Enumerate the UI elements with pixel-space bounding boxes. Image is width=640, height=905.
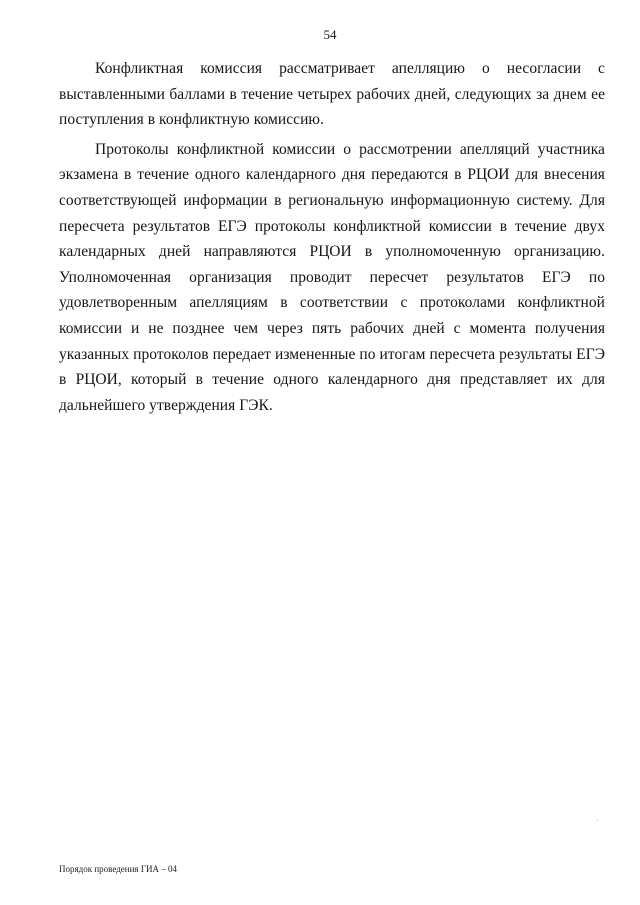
paragraph-protocols: Протоколы конфликтной комиссии о рассмотрении апелляций участника экзамена в течение одного календарного дня передаются в РЦОИ для внесения соответствующей информации в региональную информационную систему. Для пересчета результатов ЕГЭ протоколы конфликтной комиссии в течение двух календарных дней направляются РЦОИ в уполномоченную организацию. Уполномоченная организация проводит пересчет результатов ЕГЭ по удовлетворенным апелляциям в соответствии с протоколами конфликтной комиссии и не позднее чем через пять рабочих дней с момента получения указанных протоколов передает измененные по итогам пересчета результаты ЕГЭ в РЦОИ, который в течение одного календарного дня представляет их для дальнейшего утверждения ГЭК. [59, 140, 605, 414]
paragraph-appeal-review: Конфликтная комиссия рассматривает апелляцию о несогласии с выставленными баллами в течение четырех рабочих дней, следующих за днем ее поступления в конфликтную комиссию. [59, 60, 605, 129]
scan-speck [597, 820, 598, 821]
page-number: 54 [323, 27, 337, 42]
document-body [59, 56, 605, 418]
page-footer: Порядок проведения ГИА – 04 [59, 864, 178, 874]
